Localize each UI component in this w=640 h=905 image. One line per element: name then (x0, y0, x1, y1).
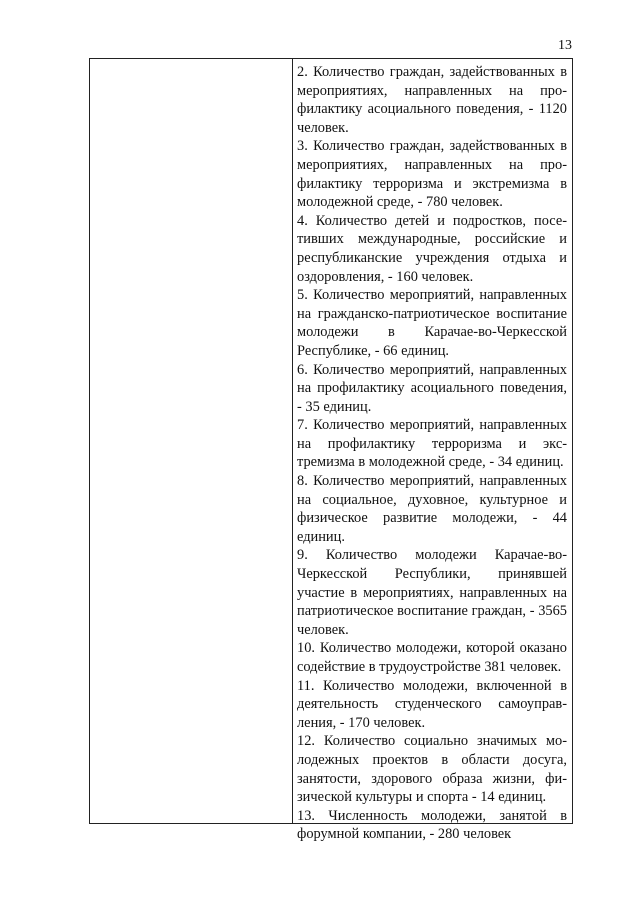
page-number: 13 (558, 38, 572, 53)
indicator-item-3: 3. Количество граждан, задействованных в мероприятиях, направленных на профилактику терроризма и экстремизма в молодежной среде, - 780 человек. (297, 138, 567, 211)
indicator-item-7: 7. Количество мероприятий, направленных на профилактику терроризма и экстремизма в молодежной среде, - 34 единиц. (297, 417, 567, 471)
indicator-item-5: 5. Количество мероприятий, направленных на гражданско-патриотическое воспитание молодежи в Карачае-во-Черкесской Республике, - 66 единиц. (297, 287, 567, 359)
indicator-item-11: 11. Количество молодежи, включенной в деятельность студенческого самоуправления, - 170 человек. (297, 677, 567, 731)
indicator-item-13: 13. Численность молодежи, занятой в форумной компании, - 280 человек (297, 807, 567, 843)
indicators-cell (297, 63, 567, 844)
indicator-item-9: 9. Количество молодежи Карачае-во-Черкесской Республики, принявшей участие в мероприятиях, направленных на патриотическое воспитание граждан, - 3565 человек. (297, 547, 567, 638)
indicator-item-12: 12. Количество социально значимых молодежных проектов в области досуга, занятости, здорового образа жизни, физической культуры и спорта - 14 единиц. (297, 733, 567, 806)
indicators-table (89, 58, 573, 843)
column-divider (292, 59, 293, 823)
indicator-item-4: 4. Количество детей и подростков, посетивших международные, российские и республиканские учреждения отдыха и оздоровления, - 160 человек. (297, 212, 567, 285)
indicator-item-10: 10. Количество молодежи, которой оказано содействие в трудоустройстве 381 человек. (297, 640, 567, 675)
indicator-item-2: 2. Количество граждан, задействованных в мероприятиях, направленных на профилактику асоциального поведения, - 1120 человек. (297, 64, 567, 136)
indicator-item-6: 6. Количество мероприятий, направленных на профилактику асоциального поведения, - 35 единиц. (297, 361, 567, 415)
indicator-item-8: 8. Количество мероприятий, направленных на социальное, духовное, культурное и физическое развитие молодежи, - 44 единиц. (297, 473, 567, 545)
